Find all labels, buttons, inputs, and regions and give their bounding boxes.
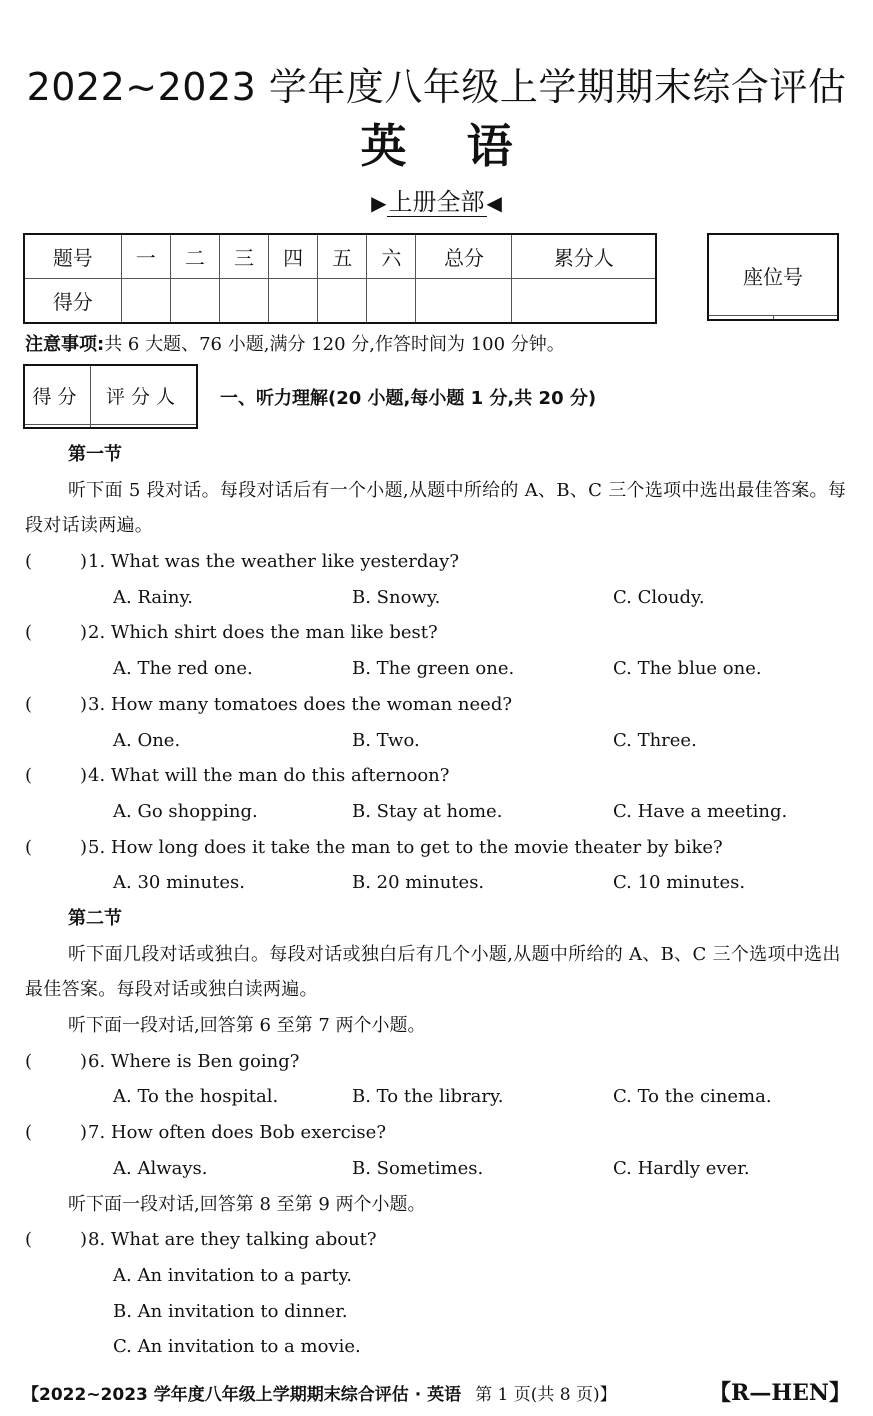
question-text: 4. What will the man do this afternoon? xyxy=(88,765,450,787)
answer-blank-open[interactable]: ( xyxy=(25,622,33,644)
edition-code: 【R—HEN】 xyxy=(709,1380,851,1406)
answer-blank-close: ) xyxy=(80,622,88,644)
answer-blank-open[interactable]: ( xyxy=(25,551,33,573)
exam-title: 2022~2023 学年度八年级上学期期末综合评估 xyxy=(26,65,847,109)
score-table xyxy=(23,233,657,324)
option-c: C. An invitation to a movie. xyxy=(113,1336,361,1358)
option-b: B. Sometimes. xyxy=(352,1157,484,1179)
notice: 注意事项:共 6 大题、76 小题,满分 120 分,作答时间为 100 分钟。 xyxy=(25,334,565,355)
score-header-cell: 累分人 xyxy=(512,234,656,279)
option-a: A. Always. xyxy=(113,1157,208,1179)
answer-blank-close: ) xyxy=(80,1122,88,1144)
options-line xyxy=(0,794,873,830)
part-instructions: 听下面几段对话或独白。每段对话或独白后有几个小题,从题中所给的 A、B、C 三个选项中选出最佳答案。每段对话或独白读两遍。 xyxy=(25,943,841,1001)
option-line xyxy=(0,1258,873,1294)
score-cell[interactable] xyxy=(170,279,219,324)
options-line xyxy=(0,651,873,687)
grader-score-cell[interactable] xyxy=(24,425,91,428)
question-text: 7. How often does Bob exercise? xyxy=(88,1122,386,1144)
seat-table xyxy=(707,233,839,321)
question-line xyxy=(0,615,873,651)
subject-title: 英语 xyxy=(360,119,573,173)
exam-body xyxy=(0,437,873,1365)
options-line xyxy=(0,580,873,616)
option-b: B. The green one. xyxy=(352,658,515,680)
score-cell[interactable] xyxy=(318,279,367,324)
answer-blank-close: ) xyxy=(80,765,88,787)
option-a: A. The red one. xyxy=(113,658,253,680)
answer-blank-open[interactable]: ( xyxy=(25,836,33,858)
answer-blank-close: ) xyxy=(80,836,88,858)
answer-blank-close: ) xyxy=(80,1229,88,1251)
answer-blank-close: ) xyxy=(80,1050,88,1072)
seat-cell[interactable] xyxy=(708,316,773,320)
option-b: B. Snowy. xyxy=(352,586,441,608)
score-cell[interactable] xyxy=(121,279,170,324)
answer-blank-close: ) xyxy=(80,693,88,715)
triangle-right-icon: ▶ xyxy=(371,191,387,215)
question-text: 5. How long does it take the man to get to the movie theater by bike? xyxy=(88,836,723,858)
question-text: 3. How many tomatoes does the woman need? xyxy=(88,693,512,715)
grader-score-label: 得分 xyxy=(24,365,91,425)
grader-table xyxy=(23,364,198,429)
question-text: 6. Where is Ben going? xyxy=(88,1050,300,1072)
option-c: C. Cloudy. xyxy=(613,586,705,608)
question-line xyxy=(0,1115,873,1151)
answer-blank-open[interactable]: ( xyxy=(25,1050,33,1072)
score-row-label: 得分 xyxy=(24,279,121,324)
question-line xyxy=(0,1222,873,1258)
score-header-cell: 一 xyxy=(121,234,170,279)
question-text: 8. What are they talking about? xyxy=(88,1229,377,1251)
score-header-cell: 三 xyxy=(219,234,268,279)
score-header-cell: 六 xyxy=(367,234,416,279)
sub-instruction: 听下面一段对话,回答第 6 至第 7 两个小题。 xyxy=(68,1015,426,1037)
score-cell[interactable] xyxy=(416,279,512,324)
option-b: B. Stay at home. xyxy=(352,800,503,822)
answer-blank-close: ) xyxy=(80,551,88,573)
section-title: 一、听力理解(20 小题,每小题 1 分,共 20 分) xyxy=(220,388,597,409)
option-a: A. To the hospital. xyxy=(113,1086,279,1108)
sub-instruction: 听下面一段对话,回答第 8 至第 9 两个小题。 xyxy=(68,1193,426,1215)
answer-blank-open[interactable]: ( xyxy=(25,765,33,787)
option-a: A. An invitation to a party. xyxy=(113,1264,352,1286)
option-b: B. An invitation to dinner. xyxy=(113,1300,348,1322)
question-line xyxy=(0,687,873,723)
option-b: B. Two. xyxy=(352,729,420,751)
question-line xyxy=(0,830,873,866)
option-a: A. Go shopping. xyxy=(113,800,258,822)
option-a: A. 30 minutes. xyxy=(113,872,245,894)
question-text: 1. What was the weather like yesterday? xyxy=(88,551,459,573)
options-line xyxy=(0,1079,873,1115)
option-c: C. To the cinema. xyxy=(613,1086,772,1108)
grader-name-label: 评分人 xyxy=(91,365,198,425)
seat-cell[interactable] xyxy=(773,316,838,320)
option-c: C. The blue one. xyxy=(613,658,762,680)
score-header-cell: 四 xyxy=(269,234,318,279)
option-line xyxy=(0,1329,873,1365)
part-instructions: 听下面 5 段对话。每段对话后有一个小题,从题中所给的 A、B、C 三个选项中选出最佳答案。每段对话读两遍。 xyxy=(25,479,847,537)
score-cell[interactable] xyxy=(367,279,416,324)
question-line xyxy=(0,544,873,580)
part-heading: 第二节 xyxy=(68,907,122,929)
footer: 【2022~2023 学年度八年级上学期期末综合评估 · 英语 第 1 页(共 8 页)】 xyxy=(22,1385,617,1405)
score-header-cell: 二 xyxy=(170,234,219,279)
answer-blank-open[interactable]: ( xyxy=(25,693,33,715)
score-cell[interactable] xyxy=(512,279,656,324)
option-b: B. 20 minutes. xyxy=(352,872,485,894)
seat-label: 座位号 xyxy=(708,234,838,316)
part-heading: 第一节 xyxy=(68,444,122,465)
question-line xyxy=(0,1044,873,1080)
score-cell[interactable] xyxy=(219,279,268,324)
score-cell[interactable] xyxy=(269,279,318,324)
score-header-cell: 总分 xyxy=(416,234,512,279)
options-line xyxy=(0,723,873,759)
triangle-left-icon: ◀ xyxy=(486,191,502,215)
options-line xyxy=(0,1151,873,1187)
grader-name-cell[interactable] xyxy=(91,425,198,428)
answer-blank-open[interactable]: ( xyxy=(25,1122,33,1144)
option-c: C. Hardly ever. xyxy=(613,1157,750,1179)
question-text: 2. Which shirt does the man like best? xyxy=(88,622,438,644)
question-line xyxy=(0,758,873,794)
options-line xyxy=(0,865,873,901)
option-c: C. Three. xyxy=(613,729,697,751)
option-c: C. 10 minutes. xyxy=(613,872,746,894)
option-a: A. One. xyxy=(113,729,181,751)
option-b: B. To the library. xyxy=(352,1086,504,1108)
page-number: 第 1 页(共 8 页)】 xyxy=(475,1385,617,1405)
score-header-cell: 五 xyxy=(318,234,367,279)
option-c: C. Have a meeting. xyxy=(613,800,788,822)
score-header-cell: 题号 xyxy=(24,234,121,279)
option-line xyxy=(0,1294,873,1330)
scope-label: ▶上册全部 ◀ xyxy=(371,188,502,216)
option-a: A. Rainy. xyxy=(113,586,193,608)
answer-blank-open[interactable]: ( xyxy=(25,1229,33,1251)
